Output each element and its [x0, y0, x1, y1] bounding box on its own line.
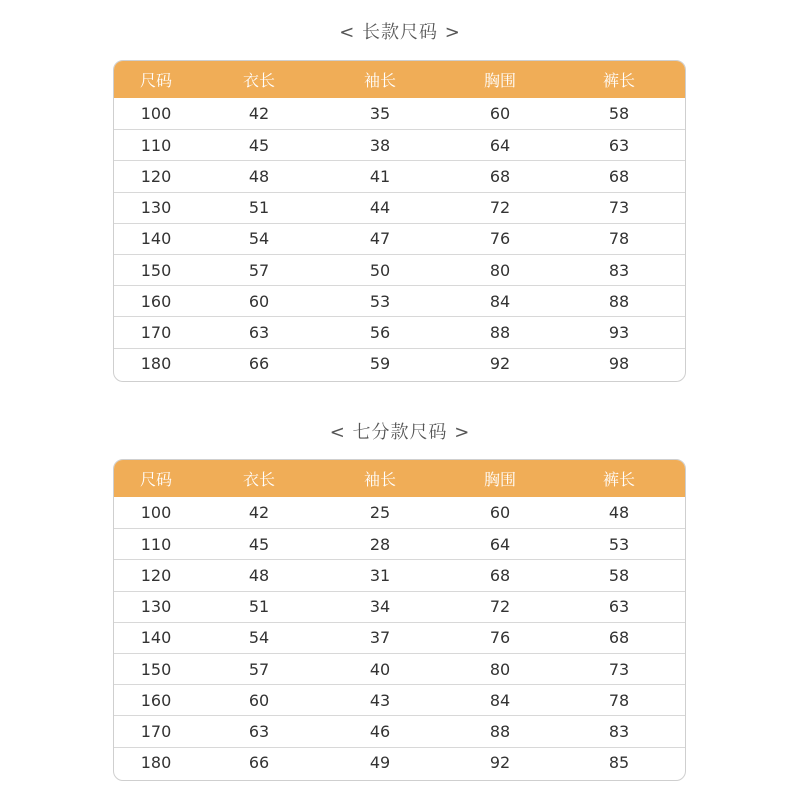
table-cell: 64	[489, 534, 511, 554]
table-cell: 120	[140, 166, 172, 186]
table-cell: 63	[248, 721, 270, 741]
table-row	[114, 653, 685, 684]
table-cell: 80	[489, 659, 511, 679]
table-row	[114, 316, 685, 347]
header-pants: 裤长	[602, 71, 635, 90]
table-cell: 40	[369, 659, 391, 679]
table-cell: 84	[489, 690, 511, 710]
table-cell: 37	[369, 628, 391, 648]
table-cell: 49	[369, 753, 391, 773]
table-cell: 110	[140, 135, 172, 155]
table-cell: 56	[369, 322, 391, 342]
table-cell: 130	[140, 597, 172, 617]
table-cell: 68	[608, 628, 630, 648]
table-cell: 150	[140, 260, 172, 280]
table-cell: 60	[489, 503, 511, 523]
table-cell: 110	[140, 534, 172, 554]
table-cell: 93	[608, 322, 630, 342]
table-row	[114, 622, 685, 653]
table-cell: 92	[489, 753, 511, 773]
table-cell: 59	[369, 354, 391, 374]
table-cell: 48	[608, 503, 630, 523]
table-cell: 180	[140, 354, 172, 374]
table-cell: 53	[369, 291, 391, 311]
header-size: 尺码	[139, 470, 172, 489]
table-cell: 53	[608, 534, 630, 554]
table-row	[114, 559, 685, 590]
cropped-style-title: < 七分款尺码 >	[329, 422, 471, 443]
long-style-title: < 长款尺码 >	[339, 22, 461, 43]
table-cell: 68	[608, 166, 630, 186]
table-cell: 88	[608, 291, 630, 311]
table-cell: 100	[140, 503, 172, 523]
table-cell: 51	[248, 198, 270, 218]
table-cell: 72	[489, 597, 511, 617]
table-body	[114, 497, 685, 781]
table-row	[114, 348, 685, 379]
table-cell: 100	[140, 104, 172, 124]
table-row	[114, 715, 685, 746]
table-cell: 66	[248, 354, 270, 374]
table-cell: 63	[608, 135, 630, 155]
table-row	[114, 254, 685, 285]
table-cell: 140	[140, 628, 172, 648]
table-row	[114, 160, 685, 191]
header-chest: 胸围	[483, 470, 516, 489]
table-cell: 34	[369, 597, 391, 617]
table-header	[114, 61, 685, 98]
table-cell: 42	[248, 503, 270, 523]
table-cell: 43	[369, 690, 391, 710]
table-cell: 150	[140, 659, 172, 679]
table-cell: 78	[608, 229, 630, 249]
table-cell: 54	[248, 628, 270, 648]
table-row	[114, 129, 685, 160]
table-cell: 50	[369, 260, 391, 280]
table-cell: 76	[489, 628, 511, 648]
table-cell: 35	[369, 104, 391, 124]
table-cell: 63	[248, 322, 270, 342]
table-cell: 76	[489, 229, 511, 249]
table-cell: 48	[248, 166, 270, 186]
table-cell: 160	[140, 690, 172, 710]
table-cell: 58	[608, 104, 630, 124]
table-cell: 85	[608, 753, 630, 773]
table-cell: 46	[369, 721, 391, 741]
header-length: 衣长	[242, 71, 275, 90]
table-cell: 45	[248, 135, 270, 155]
header-length: 衣长	[242, 470, 275, 489]
table-cell: 68	[489, 565, 511, 585]
table-cell: 44	[369, 198, 391, 218]
table-cell: 98	[608, 354, 630, 374]
table-cell: 66	[248, 753, 270, 773]
table-cell: 48	[248, 565, 270, 585]
table-cell: 60	[489, 104, 511, 124]
table-row	[114, 98, 685, 129]
header-sleeve: 袖长	[363, 71, 396, 90]
table-cell: 72	[489, 198, 511, 218]
table-row	[114, 747, 685, 778]
table-row	[114, 684, 685, 715]
table-cell: 92	[489, 354, 511, 374]
header-size: 尺码	[139, 71, 172, 90]
table-row	[114, 591, 685, 622]
table-cell: 28	[369, 534, 391, 554]
table-cell: 60	[248, 690, 270, 710]
table-row	[114, 528, 685, 559]
table-cell: 73	[608, 198, 630, 218]
table-cell: 51	[248, 597, 270, 617]
table-cell: 80	[489, 260, 511, 280]
table-cell: 78	[608, 690, 630, 710]
table-cell: 41	[369, 166, 391, 186]
table-cell: 63	[608, 597, 630, 617]
table-cell: 180	[140, 753, 172, 773]
long-style-size-table	[113, 60, 686, 382]
table-cell: 88	[489, 721, 511, 741]
table-cell: 83	[608, 721, 630, 741]
table-cell: 45	[248, 534, 270, 554]
table-header	[114, 460, 685, 497]
table-row	[114, 285, 685, 316]
header-chest: 胸围	[483, 71, 516, 90]
table-cell: 47	[369, 229, 391, 249]
table-cell: 58	[608, 565, 630, 585]
table-cell: 57	[248, 260, 270, 280]
table-cell: 38	[369, 135, 391, 155]
table-cell: 57	[248, 659, 270, 679]
table-cell: 64	[489, 135, 511, 155]
table-cell: 120	[140, 565, 172, 585]
header-sleeve: 袖长	[363, 470, 396, 489]
table-body	[114, 98, 685, 382]
table-row	[114, 223, 685, 254]
cropped-style-size-table	[113, 459, 686, 781]
table-cell: 31	[369, 565, 391, 585]
table-cell: 170	[140, 721, 172, 741]
table-cell: 130	[140, 198, 172, 218]
table-cell: 25	[369, 503, 391, 523]
table-cell: 170	[140, 322, 172, 342]
table-row	[114, 192, 685, 223]
table-cell: 140	[140, 229, 172, 249]
table-cell: 42	[248, 104, 270, 124]
table-cell: 54	[248, 229, 270, 249]
table-cell: 60	[248, 291, 270, 311]
table-cell: 73	[608, 659, 630, 679]
table-cell: 68	[489, 166, 511, 186]
table-row	[114, 497, 685, 528]
table-cell: 84	[489, 291, 511, 311]
table-cell: 83	[608, 260, 630, 280]
table-cell: 160	[140, 291, 172, 311]
table-cell: 88	[489, 322, 511, 342]
header-pants: 裤长	[602, 470, 635, 489]
